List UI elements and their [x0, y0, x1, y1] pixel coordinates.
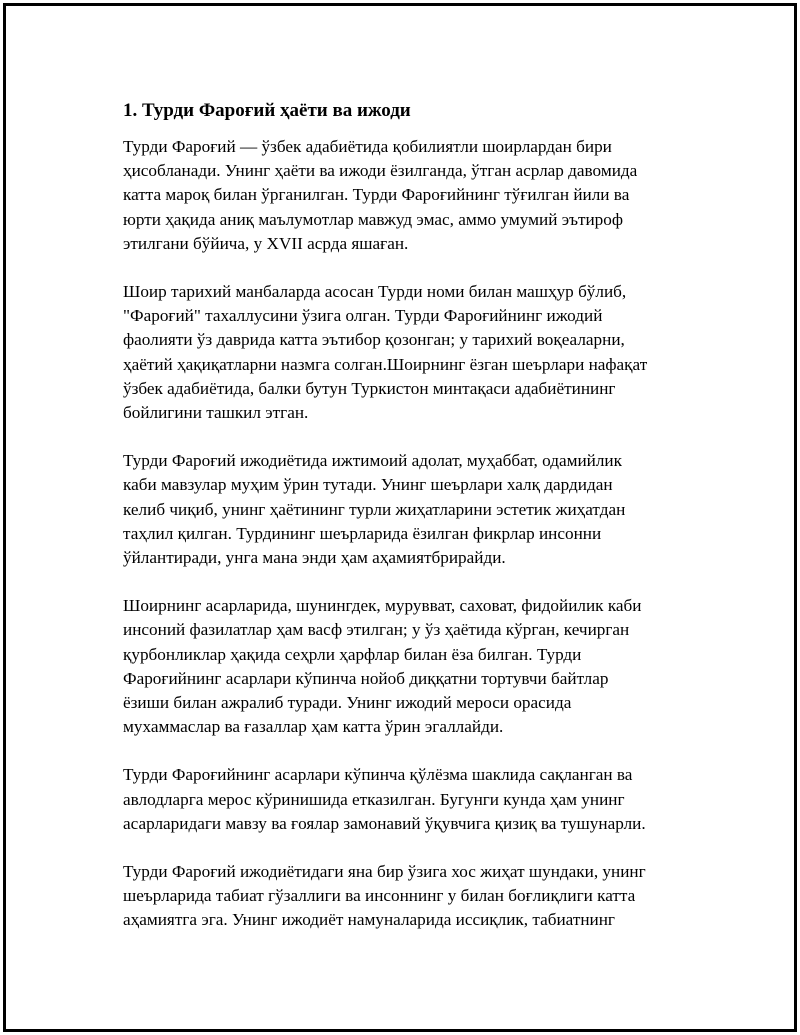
- paragraph-line: Турди Фароғийнинг асарлари кўпинча қўлёзма шаклида сақланган ва: [123, 765, 633, 785]
- paragraph-line: келиб чиқиб, унинг ҳаётининг турли жиҳатларини эстетик жиҳатдан: [123, 499, 626, 519]
- paragraph-line: бойлигини ташкил этган.: [123, 403, 309, 423]
- paragraph: [123, 280, 703, 425]
- paragraph-line: қурбонликлар ҳақида сеҳрли ҳарфлар билан ёза билган. Турди: [123, 644, 582, 664]
- paragraph: [123, 763, 703, 836]
- paragraph-line: каби мавзулар муҳим ўрин тутади. Унинг шеърлари халқ дардидан: [123, 475, 613, 495]
- paragraph-line: таҳлил қилган. Турдининг шеърларида ёзилган фикрлар инсонни: [123, 523, 602, 543]
- paragraph-list: [123, 135, 703, 933]
- paragraph-line: шеърларида табиат гўзаллиги ва инсоннинг у билан боғлиқлиги катта: [123, 886, 636, 906]
- paragraph-line: "Фароғий" тахаллусини ўзига олган. Турди Фароғийнинг ижодий: [123, 306, 603, 326]
- paragraph-line: Фароғийнинг асарлари кўпинча нойоб диққатни тортувчи байтлар: [123, 668, 609, 688]
- paragraph-line: асарларидаги мавзу ва ғоялар замонавий ўқувчига қизиқ ва тушунарли.: [123, 813, 646, 833]
- paragraph: [123, 594, 703, 739]
- paragraph-line: инсоний фазилатлар ҳам васф этилган; у ўз ҳаётида кўрган, кечирган: [123, 620, 630, 640]
- paragraph-line: Турди Фароғий ижодиётида ижтимоий адолат, муҳаббат, одамийлик: [123, 451, 622, 471]
- document-body: [123, 98, 703, 957]
- paragraph: [123, 135, 703, 256]
- paragraph-line: этилгани бўйича, у XVII асрда яшаған.: [123, 233, 409, 253]
- paragraph-line: Турди Фароғий ижодиётидаги яна бир ўзига хос жиҳат шундаки, унинг: [123, 862, 646, 882]
- paragraph-line: юрти ҳақида аниқ маълумотлар мавжуд эмас, аммо умумий эътироф: [123, 209, 623, 229]
- paragraph-line: Шоирнинг асарларида, шунингдек, мурувват, саховат, фидойилик каби: [123, 596, 642, 616]
- paragraph-line: Шоир тарихий манбаларда асосан Турди номи билан машҳур бўлиб,: [123, 282, 627, 302]
- paragraph-line: Турди Фароғий — ўзбек адабиётида қобилиятли шоирлардан бири: [123, 137, 612, 156]
- paragraph-line: ҳаётий ҳақиқатларни назмга солган.Шоирнинг ёзган шеърлари нафақат: [123, 354, 648, 374]
- page-frame: [3, 3, 797, 1032]
- section-heading: 1. Турди Фароғий ҳаёти ва ижоди: [123, 100, 411, 121]
- paragraph-line: ўйлантиради, унга мана энди ҳам аҳамиятбрирайди.: [123, 548, 506, 568]
- paragraph-line: фаолияти ўз даврида катта эътибор қозонган; у тарихий воқеаларни,: [123, 330, 625, 350]
- paragraph: [123, 449, 703, 570]
- paragraph: [123, 860, 703, 933]
- paragraph-line: мухаммаслар ва ғазаллар ҳам катта ўрин эгаллайди.: [123, 717, 504, 737]
- paragraph-line: авлодларга мерос кўринишида етказилган. Бугунги кунда ҳам унинг: [123, 789, 625, 809]
- paragraph-line: катта мароқ билан ўрганилган. Турди Фароғийнинг тўғилган йили ва: [123, 185, 630, 205]
- paragraph-line: ёзиши билан ажралиб туради. Унинг ижодий мероси орасида: [123, 693, 572, 713]
- paragraph-line: ҳисобланади. Унинг ҳаёти ва ижоди ёзилганда, ўтган асрлар давомида: [123, 161, 638, 181]
- paragraph-line: аҳамиятга эга. Унинг ижодиёт намуналарида иссиқлик, табиатнинг: [123, 910, 615, 930]
- paragraph-line: ўзбек адабиётида, балки бутун Туркистон минтақаси адабиётининг: [123, 378, 616, 398]
